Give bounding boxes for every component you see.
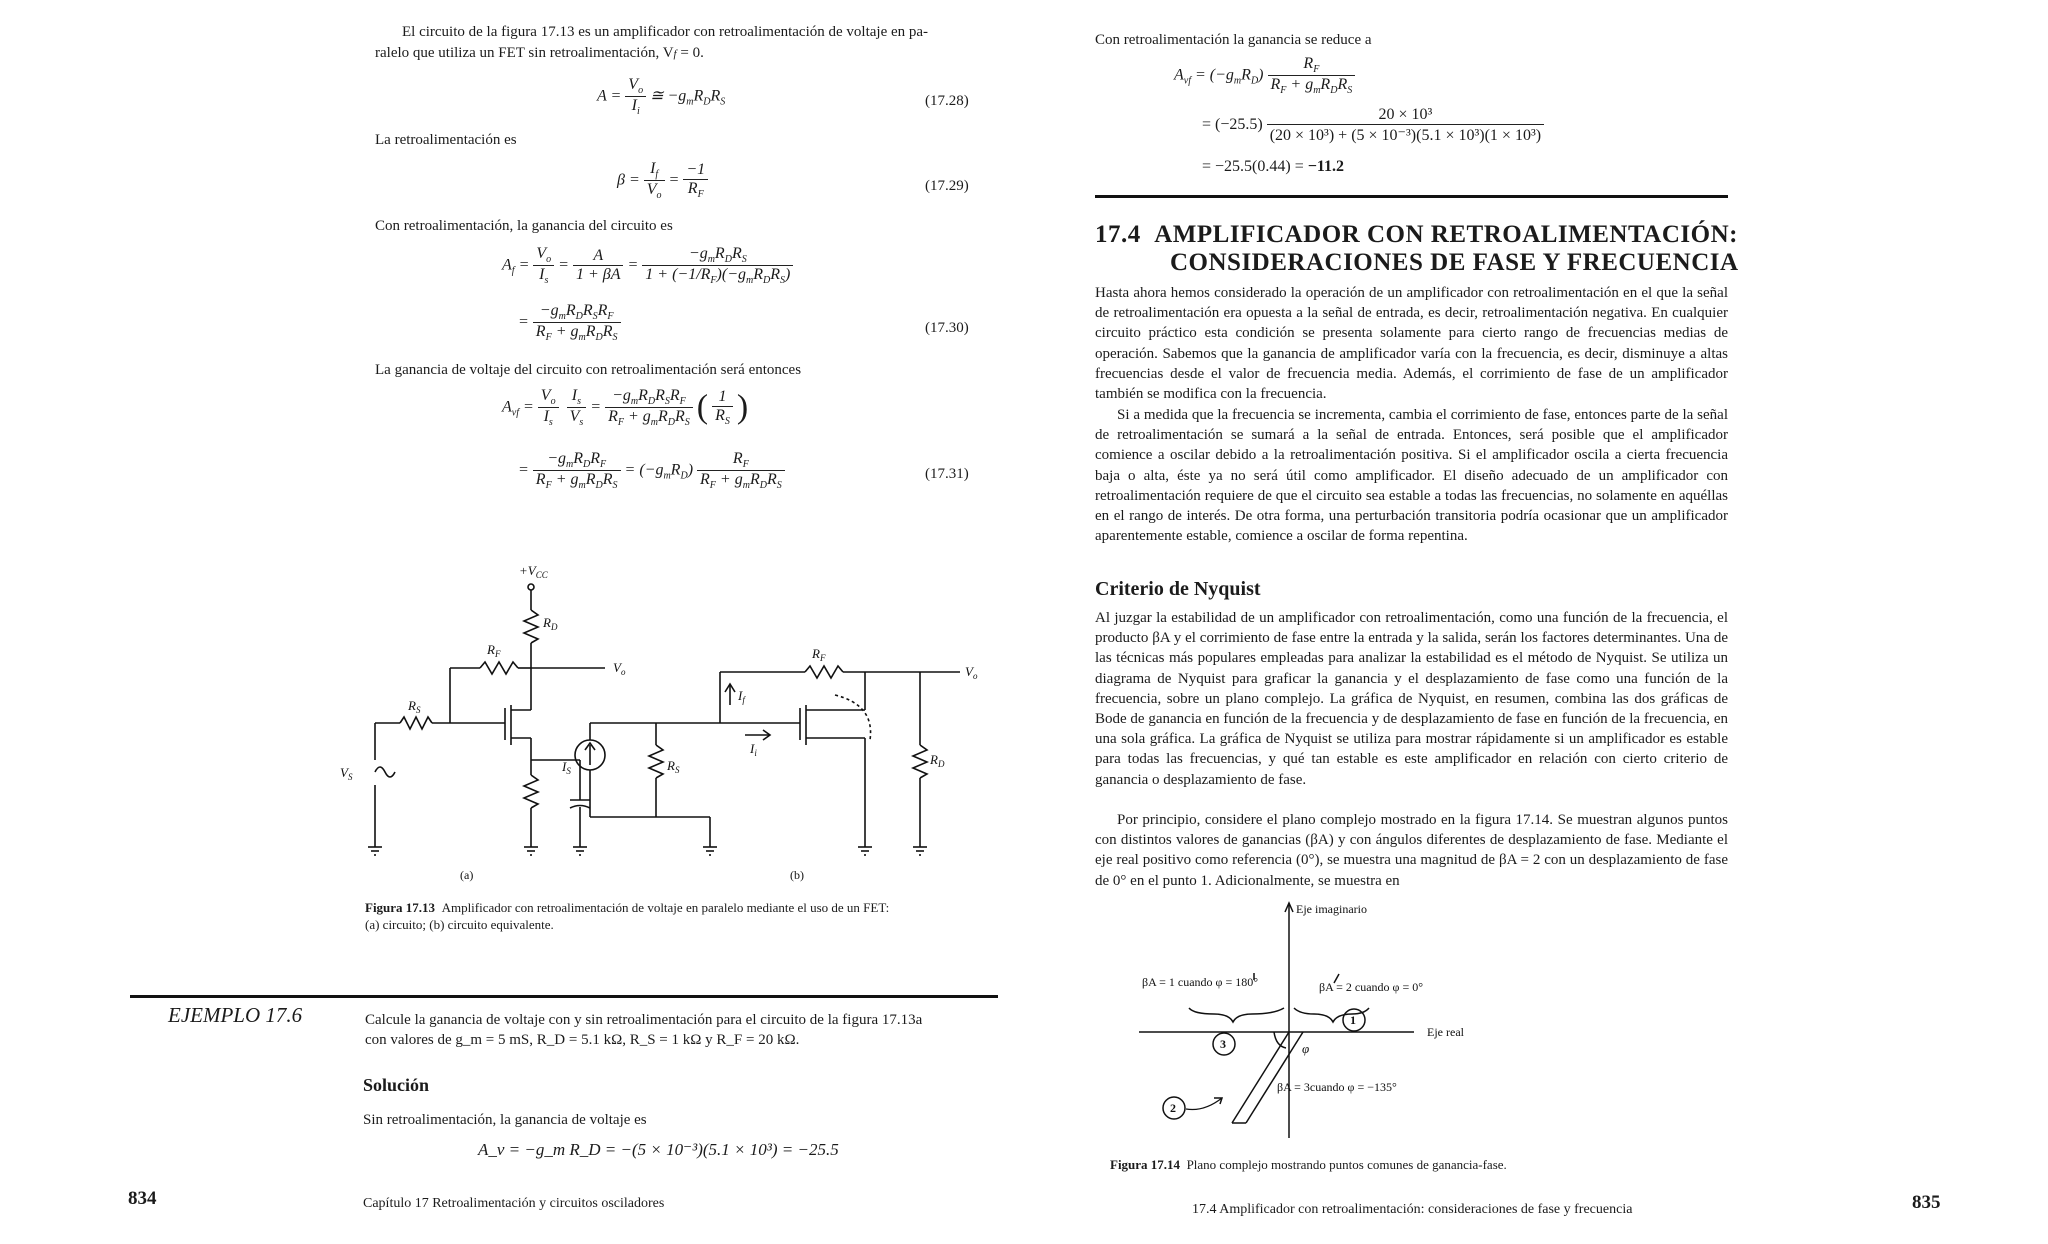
- equation-number: (17.29): [925, 178, 969, 194]
- section-heading-2: CONSIDERACIONES DE FASE Y FRECUENCIA: [1170, 249, 1739, 276]
- paragraph-1: Hasta ahora hemos considerado la operación de un amplificador con retroalimentación en el que la señal de retroalimentación era opuesta a la señal de entrada, es decir, retroalimentación negativa. En cualquier circuito práctico esta condición se presenta solamente para cierto rango de frecuencias medias de operación. Sabemos que la ganancia de amplificador varía con la frecuencia, es decir, disminuye a altas frecuencias desde el valor de frecuencia media. Además, el corrimiento de fase de un amplificador también se modifica con la frecuencia.: [1095, 285, 1728, 403]
- solution-title: Solución: [363, 1075, 430, 1095]
- equation-number: (17.30): [925, 320, 969, 336]
- page-number-left: 834: [128, 1188, 157, 1209]
- footer-left: Capítulo 17 Retroalimentación y circuitos osciladores: [363, 1196, 665, 1211]
- if-label: $I_f$: [738, 688, 745, 705]
- figure-17-14-caption: Figura 17.14 Plano complejo mostrando puntos comunes de ganancia-fase.: [1110, 1157, 1507, 1172]
- figure-17-13-caption: Figura 17.13 Amplificador con retroalimentación de voltaje en paralelo mediante el uso de un FET:: [365, 900, 890, 915]
- real-axis-label: Eje real: [1427, 1025, 1464, 1039]
- paragraph-3: Al juzgar la estabilidad de un amplificador con retroalimentación, como una función de la frecuencia, el producto βA y el corrimiento de fase entre la entrada y la salida, serán los factores determinantes. Una de las técnicas más populares empleadas para analizar la estabilidad es el método de Nyquist. Se utiliza un diagrama de Nyquist para graficar la ganancia y el desplazamiento de fase como una función de la frecuencia, sobre un plano complejo. La gráfica de Nyquist, en resumen, combina las dos gráficas de Bode de ganancia en función de la frecuencia y de desplazamiento de fase en función de la frecuencia, en una sola gráfica. La gráfica de Nyquist se utiliza para mostrar rápidamente si un amplificador es estable para todas las frecuencias, y qué tan estable es este amplificador en relación con cierto criterio de ganancia o desplazamiento de fase.: [1095, 610, 1728, 788]
- calc-line-3: = −25.5(0.44) = −11.2: [1202, 158, 1344, 175]
- point-1-label: 1: [1350, 1013, 1356, 1027]
- phi-label: φ: [1302, 1041, 1310, 1056]
- label-a: (a): [460, 868, 474, 882]
- solution-equation: A_v = −g_m R_D = −(5 × 10⁻³)(5.1 × 10³) = −25.5: [478, 1140, 839, 1159]
- calc-line-1: $A_{vf} = (-g_mR_D)$ $\frac{R_F}{R_F + g_mR_DR_S}$: [1174, 55, 1359, 96]
- intro-line-1: El circuito de la figura 17.13 es un amplificador con retroalimentación de voltaje en pa-: [402, 24, 929, 40]
- retro-label: La retroalimentación es: [375, 132, 517, 148]
- point-2-label: 2: [1170, 1101, 1176, 1115]
- solution-text: Sin retroalimentación, la ganancia de voltaje es: [363, 1112, 647, 1128]
- equation-17-31: $A_{vf}$ = $\frac{V_o}{I_s}$ $\frac{I_s}{V_s}$ = $\frac{-g_mR_DR_SR_F}{R_F + g_mR_DR_S}$ ( $\frac{1}{R_S}$ ): [502, 387, 749, 429]
- figure-17-13-caption-2: (a) circuito; (b) circuito equivalente.: [365, 917, 554, 932]
- top-label: Con retroalimentación la ganancia se reduce a: [1095, 32, 1372, 48]
- vo-label-a: $V_o$: [613, 660, 626, 677]
- label-135: βA = 3cuando φ = −135°: [1277, 1080, 1397, 1094]
- rd-label-b: $R_D$: [930, 752, 945, 769]
- vo-label-b: $V_o$: [965, 664, 978, 681]
- vs-label: $V_S$: [340, 765, 353, 782]
- point-3-label: 3: [1220, 1037, 1226, 1051]
- rs-label-a: $R_S$: [408, 698, 421, 715]
- equation-17-31-b: = $\frac{-g_mR_DR_F}{R_F + g_mR_DR_S}$ = $(-g_mR_D)$ $\frac{R_F}{R_F + g_mR_DR_S}$: [518, 450, 789, 491]
- rs-label-b: $R_S$: [667, 758, 680, 775]
- imaginary-axis-label: Eje imaginario: [1296, 902, 1367, 916]
- example-text-1: Calcule la ganancia de voltaje con y sin retroalimentación para el circuito de la figura 17.13a: [365, 1012, 923, 1028]
- section-rule: [1095, 195, 1728, 198]
- equation-number: (17.28): [925, 93, 969, 109]
- subsection-heading: Criterio de Nyquist: [1095, 578, 1261, 600]
- ii-label: $I_i$: [750, 741, 757, 758]
- figure-17-14-nyquist: [1114, 898, 1494, 1148]
- right-page: [1024, 0, 2048, 1244]
- page-number-right: 835: [1912, 1192, 1941, 1213]
- example-text-2: con valores de g_m = 5 mS, R_D = 5.1 kΩ, R_S = 1 kΩ y R_F = 20 kΩ.: [365, 1032, 800, 1048]
- equation-17-29: β = $\frac{I_f}{V_o}$ = $\frac{-1}{R_F}$: [617, 160, 712, 201]
- section-heading-1: 17.4 AMPLIFICADOR CON RETROALIMENTACIÓN:: [1095, 221, 1738, 248]
- label-0: βA = 2 cuando φ = 0°: [1319, 980, 1424, 994]
- example-title: EJEMPLO 17.6: [168, 1003, 303, 1027]
- is-label: $I_S$: [562, 759, 571, 776]
- gain-label: Con retroalimentación, la ganancia del circuito es: [375, 218, 673, 234]
- rf-label-b: $R_F$: [812, 646, 826, 663]
- footer-right: 17.4 Amplificador con retroalimentación: consideraciones de fase y frecuencia: [1192, 1202, 1633, 1217]
- equation-17-30: $A_f$ = $\frac{V_o}{I_s}$ = $\frac{A}{1 + \beta A}$ = $\frac{-g_mR_DR_S}{1 + (-1/R_F)(-g_mR_DR_S)}$: [502, 245, 797, 286]
- rd-label: $R_D$: [543, 615, 558, 632]
- paragraph-2: Si a medida que la frecuencia se incrementa, cambia el corrimiento de fase, entonces parte de la señal de retroalimentación se sumará a la señal de entrada. Entonces, será posible que el amplificador comience a oscilar debido a la retroalimentación positiva. Si el amplificador oscila a cierta frecuencia baja o alta, éste ya no será útil como amplificador. El diseño adecuado de un amplificador con retroalimentación requiere de que el circuito sea estable a todas las frecuencias, no solamente en aquéllas en el rango de interés. De otra forma, una perturbación transitoria podría ocasionar que un amplificador aparentemente estable, comience a oscilar de forma repentina.: [1095, 407, 1728, 545]
- calc-line-2: = (−25.5) $\frac{\text{20 × 10³}}{\text{(20 × 10³) + (5 × 10⁻³)(5.1 × 10³)(1 × 10³)}}$: [1202, 106, 1548, 145]
- intro-line-2: ralelo que utiliza un FET sin retroalimentación, Vf = 0.: [375, 45, 704, 61]
- figure-17-13-circuit: [330, 555, 978, 895]
- rf-label-a: $R_F$: [487, 642, 501, 659]
- label-180: βA = 1 cuando φ = 180°: [1142, 975, 1259, 989]
- vcc-label: $+V_{CC}$: [519, 563, 548, 580]
- equation-17-28: A = $\frac{V_o}{I_i}$ ≅ $-g_mR_DR_S$: [597, 76, 726, 118]
- paragraph-4: Por principio, considere el plano complejo mostrado en la figura 17.14. Se muestran algunos puntos con distintos valores de ganancias (βA) y con ángulos diferentes de desplazamiento de fase. Mediante el eje real positivo como referencia (0°), se muestra una magnitud de βA = 2 con un desplazamiento de fase de 0° en el punto 1. Adicionalmente, se muestra en: [1095, 812, 1728, 889]
- voltage-gain-label: La ganancia de voltaje del circuito con retroalimentación será entonces: [375, 362, 802, 378]
- example-rule: [130, 995, 998, 998]
- equation-number: (17.31): [925, 466, 969, 482]
- label-b: (b): [790, 868, 804, 882]
- equation-17-30-b: = $\frac{-g_mR_DR_SR_F}{R_F + g_mR_DR_S}$: [518, 302, 625, 343]
